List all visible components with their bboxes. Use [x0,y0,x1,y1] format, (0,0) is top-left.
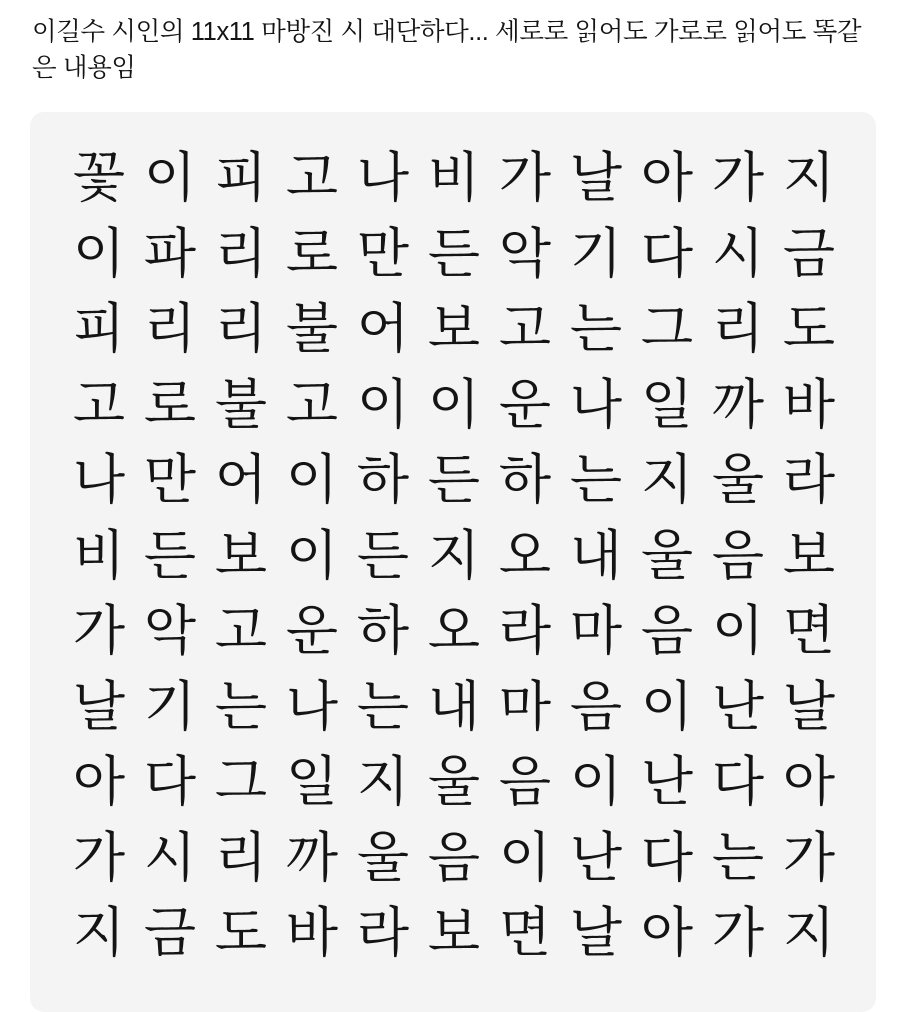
table-row [68,593,840,669]
grid-cell: 가 [782,825,836,889]
grid-cell: 이 [285,448,339,511]
grid-cell: 도 [782,297,836,360]
grid-cell: 오 [498,523,552,587]
grid-cell: 든 [427,448,481,511]
grid-cell: 고 [498,297,552,360]
table-row [68,744,840,820]
grid-cell: 하 [356,448,410,511]
grid-cell: 이 [143,146,197,209]
grid-cell: 라 [498,599,552,662]
grid-cell: 는 [569,297,623,360]
grid-cell: 운 [498,372,552,436]
grid-cell: 리 [214,221,268,285]
grid-cell: 보 [427,901,481,964]
grid-cell: 만 [356,221,410,285]
grid-cell: 악 [143,599,197,662]
grid-cell: 아 [782,750,836,813]
grid-cell: 날 [782,674,836,738]
grid-cell: 금 [143,901,197,964]
table-row [68,140,840,216]
grid-cell: 든 [427,221,481,285]
grid-cell: 다 [143,750,197,813]
poem-card [30,112,876,1012]
grid-cell: 음 [569,674,623,738]
grid-cell: 하 [498,448,552,511]
grid-cell: 라 [782,448,836,511]
grid-cell: 보 [214,523,268,587]
grid-cell: 날 [72,674,126,738]
grid-cell: 꽃 [72,146,126,209]
grid-cell: 도 [214,901,268,964]
grid-cell: 하 [356,599,410,662]
grid-cell: 든 [356,523,410,587]
grid-cell: 운 [285,599,339,662]
grid-cell: 울 [427,750,481,813]
grid-cell: 파 [143,221,197,285]
grid-cell: 지 [782,901,836,964]
grid-cell: 음 [640,599,694,662]
grid-cell: 내 [569,523,623,587]
grid-cell: 내 [427,674,481,738]
grid-cell: 보 [782,523,836,587]
grid-cell: 바 [285,901,339,964]
post-title: 이길수 시인의 11x11 마방진 시 대단하다... 세로로 읽어도 가로로 읽어도 똑같은 내용임 [32,18,862,83]
grid-cell: 기 [143,674,197,738]
grid-cell: 리 [711,297,765,360]
grid-cell: 고 [214,599,268,662]
grid-cell: 비 [427,146,481,209]
grid-cell: 어 [214,448,268,511]
grid-cell: 마 [569,599,623,662]
table-row [68,442,840,518]
grid-cell: 는 [711,825,765,889]
grid-cell: 어 [356,297,410,360]
grid-cell: 까 [711,372,765,436]
grid-cell: 날 [569,146,623,209]
grid-cell: 라 [356,901,410,964]
grid-cell: 로 [285,221,339,285]
grid-cell: 가 [711,901,765,964]
grid-cell: 만 [143,448,197,511]
grid-cell: 리 [214,825,268,889]
grid-cell: 음 [711,523,765,587]
grid-cell: 이 [427,372,481,436]
grid-cell: 다 [640,825,694,889]
grid-cell: 나 [285,674,339,738]
grid-cell: 지 [427,523,481,587]
grid-cell: 리 [214,297,268,360]
grid-cell: 난 [569,825,623,889]
grid-cell: 오 [427,599,481,662]
grid-cell: 피 [72,297,126,360]
grid-cell: 리 [143,297,197,360]
grid-cell: 음 [498,750,552,813]
grid-cell: 이 [356,372,410,436]
grid-cell: 울 [640,523,694,587]
grid-cell: 비 [72,523,126,587]
grid-cell: 는 [356,674,410,738]
grid-cell: 기 [569,221,623,285]
table-row [68,820,840,896]
grid-cell: 이 [640,674,694,738]
grid-cell: 고 [72,372,126,436]
grid-cell: 피 [214,146,268,209]
grid-cell: 금 [782,221,836,285]
grid-cell: 이 [498,825,552,889]
grid-cell: 다 [640,221,694,285]
grid-cell: 까 [285,825,339,889]
grid-cell: 로 [143,372,197,436]
grid-cell: 면 [498,901,552,964]
grid-cell: 고 [285,146,339,209]
grid-cell: 지 [782,146,836,209]
grid-cell: 보 [427,297,481,360]
grid-cell: 난 [711,674,765,738]
table-row [68,291,840,367]
table-row [68,669,840,745]
grid-cell: 아 [72,750,126,813]
grid-cell: 가 [711,146,765,209]
grid-cell: 이 [711,599,765,662]
grid-cell: 마 [498,674,552,738]
grid-cell: 지 [356,750,410,813]
grid-cell: 든 [143,523,197,587]
grid-cell: 지 [640,448,694,511]
grid-cell: 악 [498,221,552,285]
table-row [68,518,840,594]
grid-cell: 이 [569,750,623,813]
grid-cell: 는 [569,448,623,511]
grid-cell: 나 [356,146,410,209]
grid-cell: 지 [72,901,126,964]
grid-cell: 불 [285,297,339,360]
grid-cell: 울 [356,825,410,889]
grid-cell: 바 [782,372,836,436]
grid-cell: 그 [214,750,268,813]
grid-cell: 가 [498,146,552,209]
table-row [68,216,840,292]
grid-cell: 난 [640,750,694,813]
table-row [68,367,840,443]
grid-cell: 불 [214,372,268,436]
grid-cell: 면 [782,599,836,662]
grid-cell: 음 [427,825,481,889]
grid-cell: 는 [214,674,268,738]
grid-cell: 나 [569,372,623,436]
grid-cell: 시 [711,221,765,285]
grid-cell: 날 [569,901,623,964]
grid-cell: 일 [285,750,339,813]
grid-cell: 나 [72,448,126,511]
grid-cell: 가 [72,599,126,662]
grid-cell: 아 [640,146,694,209]
grid-cell: 가 [72,825,126,889]
grid-cell: 시 [143,825,197,889]
grid-cell: 아 [640,901,694,964]
grid-cell: 고 [285,372,339,436]
grid-cell: 다 [711,750,765,813]
magic-square-grid [30,112,876,971]
grid-cell: 그 [640,297,694,360]
table-row [68,895,840,971]
grid-cell: 울 [711,448,765,511]
grid-cell: 일 [640,372,694,436]
grid-cell: 이 [72,221,126,285]
grid-cell: 이 [285,523,339,587]
